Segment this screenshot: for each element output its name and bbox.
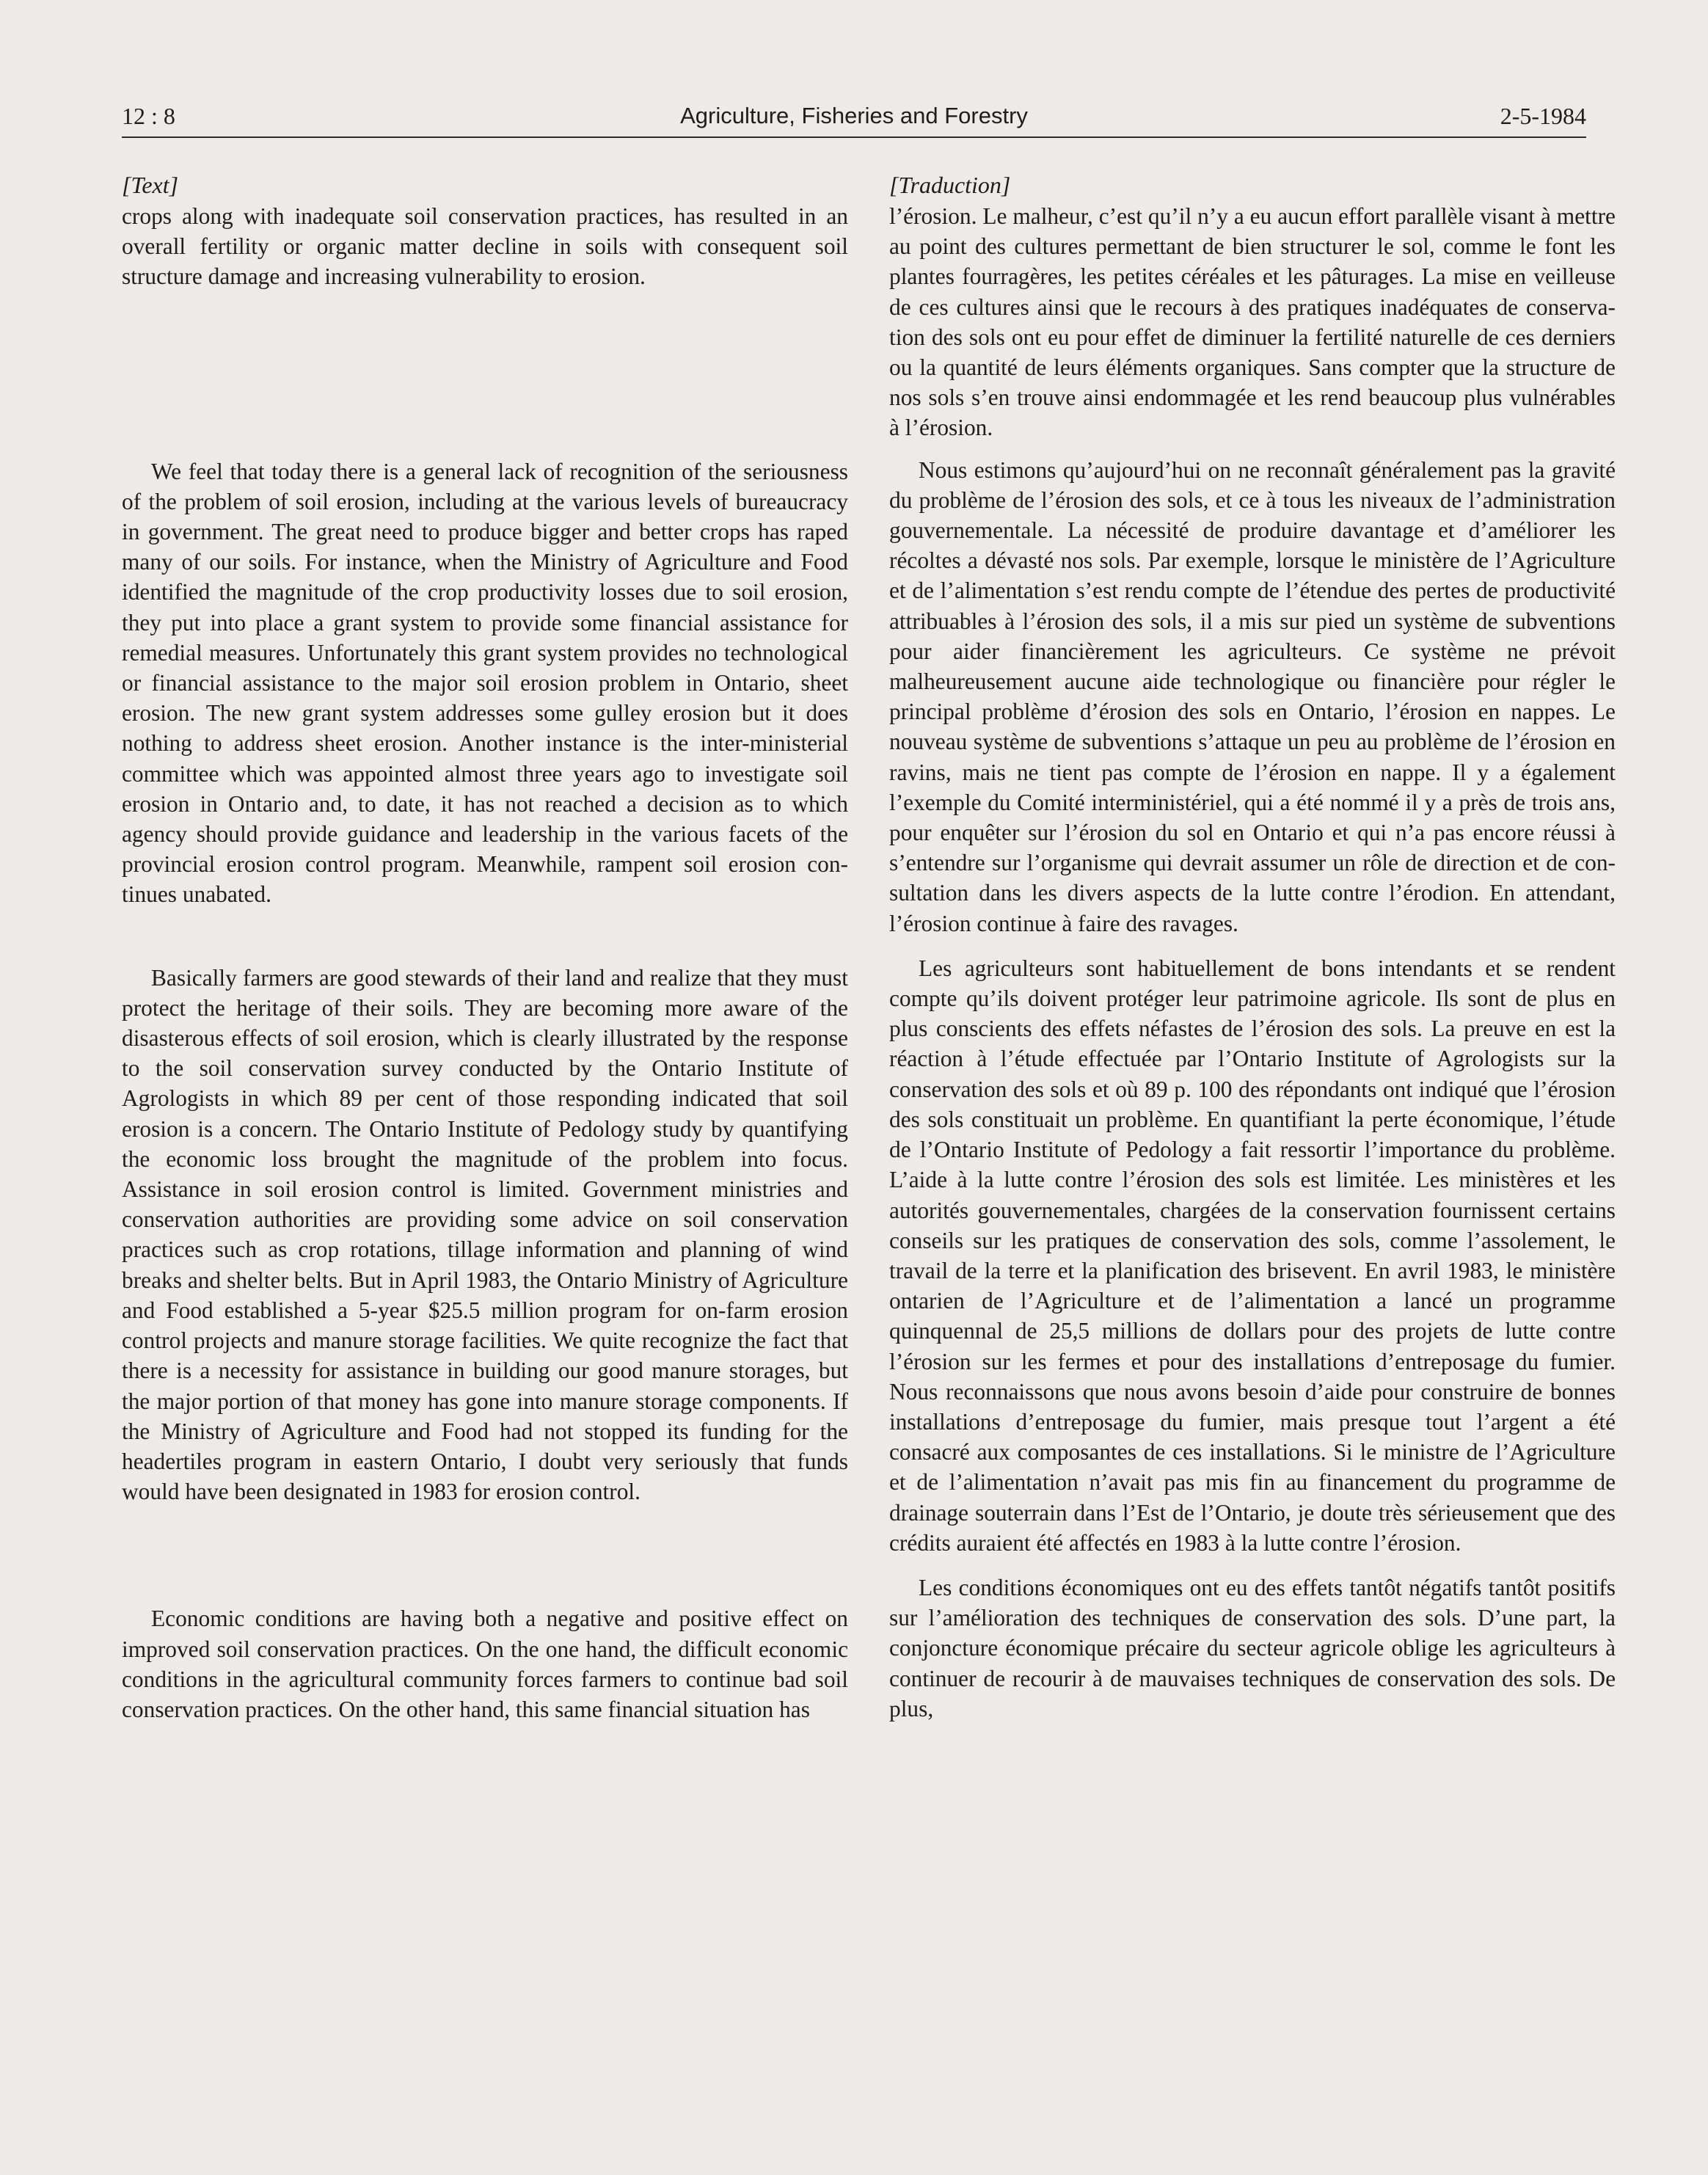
french-column-label: [Traduction] xyxy=(889,172,1011,198)
running-title: Agriculture, Fisheries and Forestry xyxy=(680,103,1028,128)
sitting-date: 2-5-1984 xyxy=(1500,103,1586,129)
french-column xyxy=(889,170,1616,1724)
page-reference: 12 : 8 xyxy=(122,103,175,129)
english-paragraph-3: Basically farmers are good stewards of their land and realize that they must protect the heritage of their soils. They are becoming more aware of the disasterous effects of soil erosion, which is clearly illustrated by the response to the soil conservation survey conducted by the Ontario Institute of Agrologists in which 89 per cent of those responding indicated that soil erosion is a concern. The Ontario Institute of Pedology study by quantifying the economic loss brought the magnitude of the problem into focus. Assistance in soil erosion control is limited. Government ministries and conservation authorities are providing some advice on soil conservation practices such as crop rotations, tillage information and planning of wind breaks and shelter belts. But in April 1983, the Ontario Ministry of Agriculture and Food established a 5-year $25.5 million program for on-farm erosion control projects and manure storage facilities. We quite recognize the fact that there is a necessity for assistance in building our good manure storages, but the major portion of that money has gone into manure storage components. If the Ministry of Agriculture and Food had not stopped its funding for the headertiles program in eastern Ontario, I doubt very seriously that funds would have been designated in 1983 for erosion control. xyxy=(122,964,848,1505)
french-paragraph-2: Nous estimons qu’aujourd’hui on ne reconnaît généralement pas la gravité du problème de l’érosion des sols, et ce à tous les niveaux de l’administration gouvernementale. La nécessité de produire davantage et d’améliorer les récoltes a dévasté nos sols. Par exemple, lorsque le ministère de l’Agriculture et de l’alimentation s’est rendu compte de l’étendue des pertes de productivité attribuables à l’érosion des sols, il a mis sur pied un système de subventions pour aider financièrement les agriculteurs. Ce système ne prévoit malheureusement aucune aide technologique ou financière pour régler le principal problème d’érosion des sols en Ontario, l’érosion en nappes. Le nouveau système de subventions s’attaque un peu au problème de l’érosion en ravins, mais ne tient pas compte de l’érosion en nappe. Il y a également l’exemple du Comité interministériel, qui a été nommé il y a près de trois ans, pour enquêter sur l’érosion du sol en Ontario et qui n’a pas encore réussi à s’entendre sur l’organisme qui devrait assumer un rôle de direction et de consultation dans les divers aspects de la lutte contre l’érodion. En attendant, l’érosion continue à faire des ravages. xyxy=(889,456,1616,936)
french-paragraph-3: Les agriculteurs sont habituellement de bons intendants et se rendent compte qu’ils doivent protéger leur patrimoine agricole. Ils sont de plus en plus conscients des effets néfastes de l’érosion des sols. La preuve en est la réaction à l’étude effectuée par l’Ontario Institute of Agrologists sur la conservation des sols et où 89 p. 100 des répondants ont indiqué que l’érosion des sols constituait un problème. En quantifiant la perte économique, l’étude de l’Ontario Institute of Pedology a fait ressortir l’importance du problème. L’aide à la lutte contre l’érosion des sols est limitée. Les ministères et les autorités gouvernementales, chargées de la conservation fournissent certains conseils sur les pratiques de conservation des sols, comme l’assolement, le travail de la terre et la planification des brisevent. En avril 1983, le ministère ontarien de l’Agriculture et de l’alimentation a lancé un programme quinquennal de 25,5 millions de dollars pour des projets de lutte contre l’érosion sur les fermes et pour des installations d’entreposage du fumier. Nous reconnaissons que nous avons besoin d’aide pour construire de bonnes installations d’entreposage du fumier, mais presque tout l’argent a été consacré aux composantes de ces installations. Si le ministre de l’Agriculture et de l’alimentation n’avait pas mis fin au financement du programme de drainage souterrain dans l’Est de l’Ontario, je doute très sérieusement que des crédits auraient été affectés en 1983 à la lutte contre l’érosion. xyxy=(889,955,1616,1556)
english-paragraph-4: Economic conditions are having both a negative and positive effect on improved soil conservation practices. On the one hand, the difficult economic conditions in the agricultural community forces farmers to continue bad soil conservation practices. On the other hand, this same financial situation has xyxy=(122,1606,848,1722)
page-header xyxy=(122,101,1586,138)
french-paragraph-4: Les conditions économiques ont eu des effets tantôt négatifs tantôt positifs sur l’amélioration des techniques de conservation des sols. D’une part, la conjoncture économique précaire du secteur agricole oblige les agriculteurs à continuer de recourir à de mauvaises techniques de conservation des sols. De plus, xyxy=(889,1574,1616,1722)
english-column-label: [Text] xyxy=(122,172,179,198)
english-paragraph-1: crops along with inadequate soil conservation practices, has resulted in an overall fertility or organic matter decline in soils with consequent soil structure damage and increasing vulnerability to erosion. xyxy=(122,203,848,290)
french-paragraph-1: l’érosion. Le malheur, c’est qu’il n’y a eu aucun effort parallèle visant à mettre au point des cultures permettant de bien structurer le sol, comme le font les plantes fourragères, les petites céréales et les pâturages. La mise en veilleuse de ces cultures ainsi que le recours à des pratiques inadéquates de conservation des sols ont eu pour effet de diminuer la fertilité naturelle de ces derniers ou la quantité de leurs éléments organiques. Sans compter que la structure de nos sols s’en trouve ainsi endommagée et les rend beaucoup plus vulnérables à l’érosion. xyxy=(889,203,1616,441)
english-paragraph-2: We feel that today there is a general lack of recognition of the seriousness of the problem of soil erosion, including at the various levels of bureaucracy in government. The great need to produce bigger and better crops has raped many of our soils. For instance, when the Ministry of Agriculture and Food identified the magnitude of the crop productivity losses due to soil erosion, they put into place a grant system to provide some financial assistance for remedial measures. Unfortunately this grant system provides no technological or financial assistance to the major soil erosion problem in Ontario, sheet erosion. The new grant system addresses some gulley erosion but it does nothing to address sheet erosion. Another instance is the inter-ministerial committee which was appointed almost three years ago to investigate soil erosion in Ontario and, to date, it has not reached a decision as to which agency should provide guidance and leadership in the various facets of the provincial erosion control program. Meanwhile, rampent soil erosion continues unabated. xyxy=(122,458,848,908)
english-column xyxy=(122,170,848,1724)
